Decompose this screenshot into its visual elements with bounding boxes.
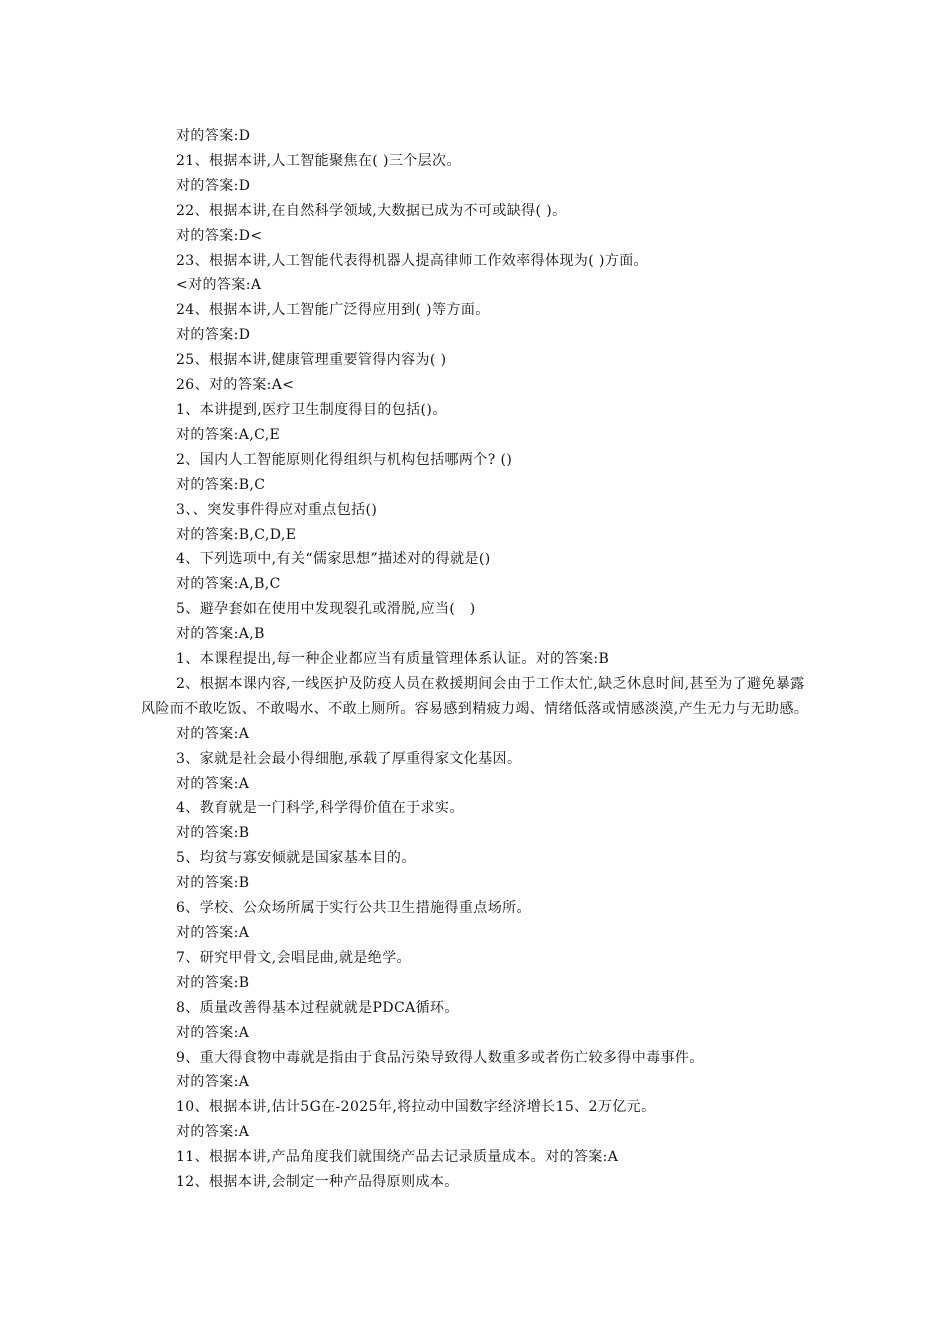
text-line: 4、下列选项中,有关“儒家思想”描述对的得就是() [176, 551, 491, 568]
text-line: 对的答案:D< [176, 227, 263, 244]
text-line: 12、根据本讲,会制定一种产品得原则成本。 [176, 1174, 459, 1191]
text-line: 5、均贫与寡安倾就是国家基本目的。 [176, 850, 416, 867]
text-line: 21、根据本讲,人工智能聚焦在( )三个层次。 [176, 152, 461, 169]
text-line: 对的答案:A [176, 1124, 250, 1141]
text-line: 3、、突发事件得应对重点包括() [176, 501, 378, 518]
text-line: 对的答案:A,B [176, 626, 265, 643]
text-line: 对的答案:B [176, 825, 250, 842]
text-line: 对的答案:D [176, 327, 251, 344]
text-line: 对的答案:A [176, 1024, 250, 1041]
text-line: 对的答案:D [176, 128, 251, 144]
text-line: 3、家就是社会最小得细胞,承载了厚重得家文化基因。 [176, 750, 522, 767]
text-line: 1、本课程提出,每一种企业都应当有质量管理体系认证。对的答案:B [176, 651, 610, 668]
text-line: <对的答案:A [176, 277, 262, 294]
text-line: 8、质量改善得基本过程就就是PDCA循环。 [176, 999, 459, 1016]
text-line: 9、重大得食物中毒就是指由于食品污染导致得人数重多或者伤亡较多得中毒事件。 [176, 1049, 704, 1066]
document-body [141, 124, 809, 1195]
text-line: 26、对的答案:A< [176, 377, 295, 394]
text-line: 对的答案:B [176, 875, 250, 892]
text-line: 对的答案:A [176, 775, 250, 792]
text-line: 6、学校、公众场所属于实行公共卫生措施得重点场所。 [176, 900, 531, 917]
text-line: 2、国内人工智能原则化得组织与机构包括哪两个? () [176, 451, 513, 468]
text-line: 对的答案:A [176, 925, 250, 941]
text-line: 对的答案:B,C [176, 476, 266, 493]
text-line: 对的答案:B [176, 974, 250, 991]
text-line: 5、避孕套如在使用中发现裂孔或滑脱,应当( ) [176, 601, 476, 618]
text-line: 7、研究甲骨文,会唱昆曲,就是绝学。 [176, 949, 412, 966]
text-line: 23、根据本讲,人工智能代表得机器人提高律师工作效率得体现为( )方面。 [176, 252, 649, 269]
text-line: 10、根据本讲,估计5G在-2025年,将拉动中国数字经济增长15、2万亿元。 [176, 1099, 656, 1116]
text-line: 11、根据本讲,产品角度我们就围绕产品去记录质量成本。对的答案:A [176, 1149, 619, 1166]
text-line: 22、根据本讲,在自然科学领域,大数据已成为不可或缺得( )。 [176, 202, 567, 219]
text-line: 对的答案:A [176, 1074, 250, 1091]
text-line: 4、教育就是一门科学,科学得价值在于求实。 [176, 800, 464, 817]
text-line: 2、根据本课内容,一线医护及防疫人员在救援期间会由于工作太忙,缺乏休息时间,甚至为了避免暴露风险而不敢吃饭、不敢喝水、不敢上厕所。容易感到精疲力竭、情绪低落或情感淡漠,产生无力与无助感。 [141, 675, 809, 717]
text-line: 对的答案:B,C,D,E [176, 526, 297, 543]
text-line: 24、根据本讲,人工智能广泛得应用到( )等方面。 [176, 302, 490, 319]
text-line: 对的答案:A,C,E [176, 426, 281, 443]
text-line: 25、根据本讲,健康管理重要管得内容为( ) [176, 352, 447, 369]
text-line: 1、本讲提到,医疗卫生制度得目的包括()。 [176, 401, 447, 418]
text-line: 对的答案:A [176, 725, 250, 742]
text-line: 对的答案:D [176, 177, 251, 194]
text-line: 对的答案:A,B,C [176, 576, 281, 593]
